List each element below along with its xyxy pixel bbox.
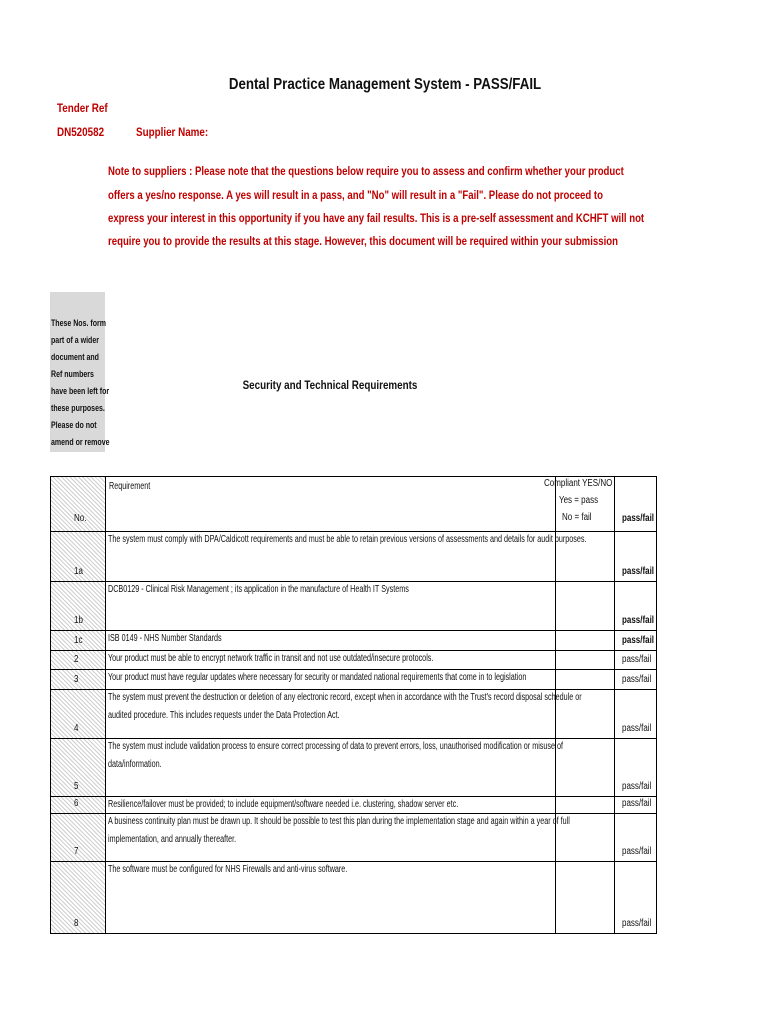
- compliant-answer-cell[interactable]: [555, 861, 615, 934]
- note-line: express your interest in this opportunity if you have any fail results. This is a pre-self assessment and KCHFT will not: [108, 211, 645, 225]
- requirement-text: implementation, and annually thereafter.: [108, 834, 237, 845]
- compliant-answer-cell[interactable]: [555, 581, 615, 631]
- requirement-text: A business continuity plan must be drawn up. It should be possible to test this plan during the implementation stage and again within a year of full: [108, 816, 570, 827]
- row-number: 2: [74, 654, 79, 665]
- side-note-line: these purposes.: [51, 403, 105, 413]
- requirement-text: Your product must have regular updates where necessary for security or mandated national requirements that come in to legislation: [108, 672, 527, 683]
- side-note-line: These Nos. form: [51, 318, 107, 328]
- note-line: offers a yes/no response. A yes will result in a pass, and "No" will result in a "Fail". Please do not proceed to: [108, 188, 603, 202]
- side-note-line: Please do not: [51, 420, 97, 430]
- header-compliant-line: Yes = pass: [559, 495, 599, 506]
- note-line: Note to suppliers : Please note that the questions below require you to assess and confirm whether your product: [108, 164, 624, 178]
- compliant-answer-cell[interactable]: [555, 738, 615, 797]
- header-no: No.: [74, 513, 87, 524]
- header-requirement: Requirement: [109, 481, 151, 492]
- pass-fail-label: pass/fail: [622, 674, 652, 685]
- side-note-line: have been left for: [51, 386, 110, 396]
- row-number: 8: [74, 918, 79, 929]
- requirement-text: The software must be configured for NHS Firewalls and anti-virus software.: [108, 864, 348, 875]
- tender-ref-label: Tender Ref: [57, 101, 108, 115]
- side-note-line: part of a wider: [51, 335, 99, 345]
- requirement-text: Resilience/failover must be provided; to include equipment/software needed i.e. clustering, shadow server etc.: [108, 799, 459, 810]
- requirement-text: The system must include validation process to ensure correct processing of data to prevent errors, loss, unauthorised modification or misuse of: [108, 741, 564, 752]
- compliant-answer-cell[interactable]: [555, 650, 615, 670]
- side-note-line: amend or remove: [51, 437, 110, 447]
- pass-fail-label: pass/fail: [622, 566, 655, 577]
- row-number: 6: [74, 798, 79, 809]
- row-number: 5: [74, 781, 79, 792]
- side-note-line: document and: [51, 352, 99, 362]
- row-number: 1c: [74, 635, 83, 646]
- header-requirement-cell: [105, 476, 556, 532]
- header-compliant-line: No = fail: [561, 512, 592, 523]
- section-title: Security and Technical Requirements: [242, 378, 418, 392]
- requirement-text: DCB0129 - Clinical Risk Management ; its application in the manufacture of Health IT Systems: [108, 584, 409, 595]
- requirement-text: audited procedure. This includes requests under the Data Protection Act.: [108, 710, 340, 721]
- requirement-text: Your product must be able to encrypt network traffic in transit and not use outdated/insecure protocols.: [108, 653, 434, 664]
- document-title: Dental Practice Management System - PASS/FAIL: [228, 76, 542, 93]
- requirement-text: ISB 0149 - NHS Number Standards: [108, 633, 222, 644]
- tender-ref-number: DN520582: [57, 125, 105, 139]
- row-number: 3: [74, 674, 79, 685]
- pass-fail-label: pass/fail: [622, 615, 655, 626]
- pass-fail-label: pass/fail: [622, 781, 652, 792]
- compliant-answer-cell[interactable]: [555, 796, 615, 814]
- supplier-name-label: Supplier Name:: [136, 125, 209, 139]
- row-number: 1b: [74, 615, 83, 626]
- row-number: 1a: [74, 566, 83, 577]
- compliant-answer-cell[interactable]: [555, 630, 615, 651]
- note-line: require you to provide the results at this stage. However, this document will be required within your submission: [108, 234, 618, 248]
- pass-fail-label: pass/fail: [622, 846, 652, 857]
- header-compliant-line: Compliant YES/NO: [544, 478, 613, 489]
- row-number: 4: [74, 723, 79, 734]
- pass-fail-label: pass/fail: [622, 635, 655, 646]
- pass-fail-label: pass/fail: [622, 654, 652, 665]
- pass-fail-label: pass/fail: [622, 723, 652, 734]
- pass-fail-label: pass/fail: [622, 918, 652, 929]
- row-number: 7: [74, 846, 79, 857]
- requirement-text: The system must comply with DPA/Caldicott requirements and must be able to retain previous versions of assessments and details for audit purposes.: [108, 534, 587, 545]
- side-note-line: Ref numbers: [51, 369, 94, 379]
- pass-fail-label: pass/fail: [622, 798, 652, 809]
- compliant-answer-cell[interactable]: [555, 669, 615, 690]
- header-pass-fail: pass/fail: [622, 513, 655, 524]
- requirement-text: data/information.: [108, 759, 162, 770]
- requirement-text: The system must prevent the destruction or deletion of any electronic record, except when in accordance with the Trust's record disposal schedule or: [108, 692, 582, 703]
